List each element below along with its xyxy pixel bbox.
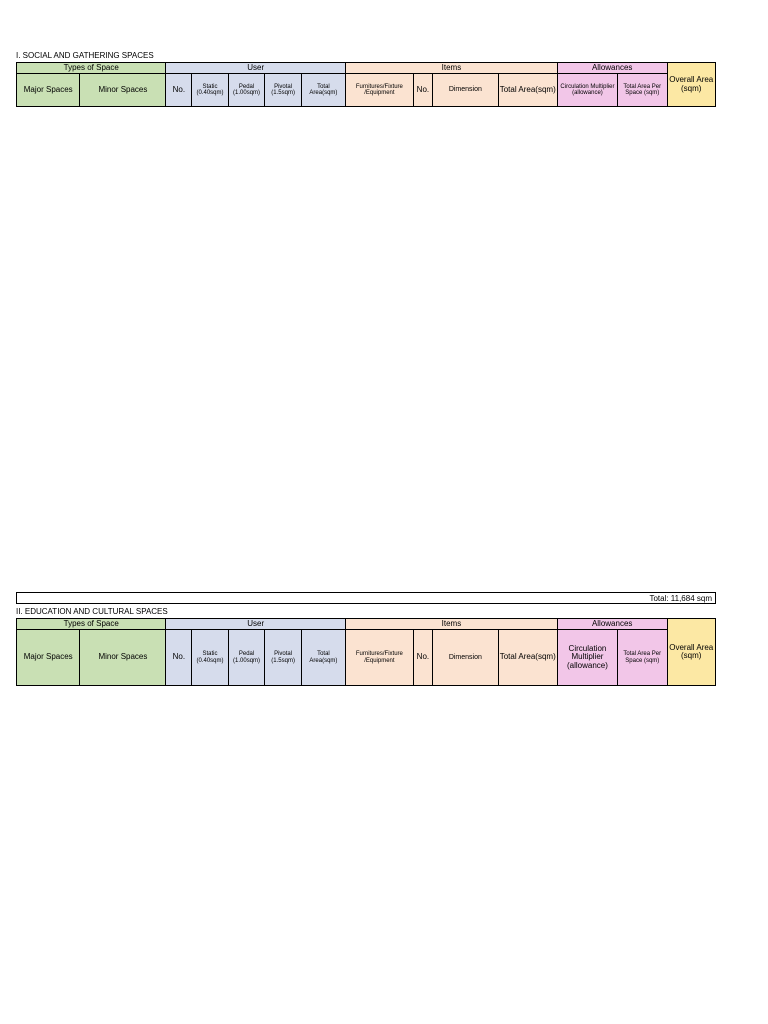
section-1-title: I. SOCIAL AND GATHERING SPACES [16, 51, 154, 60]
total-per-space-header: Total Area Per Space (sqm) [618, 74, 667, 107]
user-no-header: No. [166, 74, 192, 107]
item-total-area-header: Total Area(sqm) [498, 74, 557, 107]
pivotal-header: Pivotal (1.5sqm) [265, 74, 302, 107]
overall-area-header: Overall Area (sqm) [667, 619, 716, 686]
static-header: Static (0.40sqm) [192, 630, 229, 686]
section-2-title: II. EDUCATION AND CULTURAL SPACES [16, 607, 168, 616]
overall-area-header: Overall Area (sqm) [667, 63, 716, 107]
items-header: Items [346, 63, 558, 74]
user-total-area-header: Total Area(sqm) [301, 74, 345, 107]
user-no-header: No. [166, 630, 192, 686]
pedal-header: Pedal (1.00sqm) [228, 74, 265, 107]
education-cultural-table [16, 618, 716, 686]
pedal-header: Pedal (1.00sqm) [228, 630, 265, 686]
furnitures-header: Furnitures/Fixture /Equipment [346, 74, 414, 107]
total-per-space-header: Total Area Per Space (sqm) [618, 630, 667, 686]
major-spaces-header: Major Spaces [17, 74, 80, 107]
types-of-space-header: Types of Space [17, 619, 166, 630]
furnitures-header: Furnitures/Fixture /Equipment [346, 630, 414, 686]
item-no-header: No. [413, 74, 432, 107]
dimension-header: Dimension [433, 630, 499, 686]
pivotal-header: Pivotal (1.5sqm) [265, 630, 302, 686]
dimension-header: Dimension [433, 74, 499, 107]
user-header: User [166, 63, 346, 74]
section-1-total: Total: 11,684 sqm [16, 592, 716, 604]
item-no-header: No. [413, 630, 432, 686]
minor-spaces-header: Minor Spaces [80, 630, 166, 686]
circulation-header: Circulation Multiplier (allowance) [557, 74, 617, 107]
items-header: Items [346, 619, 558, 630]
major-spaces-header: Major Spaces [17, 630, 80, 686]
static-header: Static (0.40sqm) [192, 74, 229, 107]
user-header: User [166, 619, 346, 630]
allowances-header: Allowances [557, 63, 667, 74]
item-total-area-header: Total Area(sqm) [498, 630, 557, 686]
circulation-header: Circulation Multiplier (allowance) [557, 630, 617, 686]
user-total-area-header: Total Area(sqm) [301, 630, 345, 686]
types-of-space-header: Types of Space [17, 63, 166, 74]
minor-spaces-header: Minor Spaces [80, 74, 166, 107]
allowances-header: Allowances [557, 619, 667, 630]
social-gathering-table [16, 62, 716, 107]
